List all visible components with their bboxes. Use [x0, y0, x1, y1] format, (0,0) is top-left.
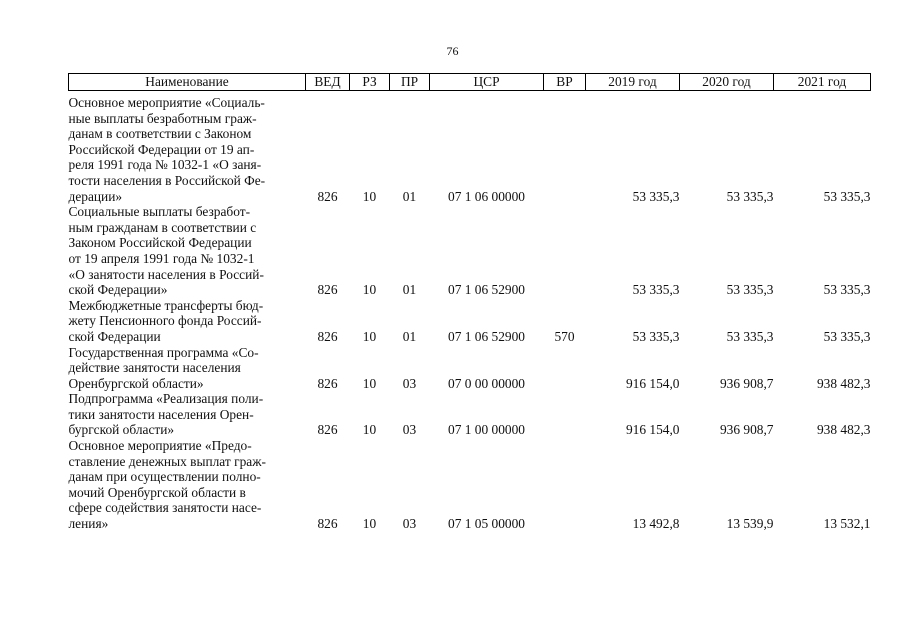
header-pr: ПР [390, 74, 430, 91]
table-row [69, 95, 871, 204]
row-name-line: ным гражданам в соответствии с [68, 219, 257, 235]
row-name-line: ные выплаты безработным граж- [68, 110, 257, 126]
row-pr: 03 [402, 422, 417, 438]
row-pr: 01 [402, 282, 417, 298]
table-body [69, 91, 871, 532]
row-pr: 03 [402, 375, 417, 391]
row-2021: 53 335,3 [823, 328, 871, 344]
row-rz: 10 [362, 328, 377, 344]
row-ved: 826 [317, 188, 338, 204]
row-2020: 936 908,7 [719, 375, 774, 391]
table-row [69, 345, 871, 392]
header-2020: 2020 год [680, 74, 774, 91]
row-2020: 53 335,3 [726, 188, 774, 204]
row-name-line: ской Федерации [68, 328, 161, 344]
row-2021: 13 532,1 [823, 516, 871, 532]
header-row [69, 74, 871, 91]
header-rz: РЗ [350, 74, 390, 91]
row-name-line: Законом Российской Федерации [68, 235, 252, 251]
row-rz: 10 [362, 422, 377, 438]
row-name-line: Оренбургской области» [68, 375, 204, 391]
header-csr: ЦСР [430, 74, 544, 91]
budget-table [68, 73, 871, 532]
row-ved: 826 [317, 375, 338, 391]
row-2019: 53 335,3 [632, 188, 680, 204]
row-2020: 936 908,7 [719, 422, 774, 438]
row-name [69, 438, 306, 532]
row-csr: 07 1 06 52900 [448, 328, 525, 344]
header-vr: ВР [544, 74, 586, 91]
table-row [69, 298, 871, 345]
row-name-line: данам в соответствии с Законом [68, 126, 252, 142]
header-2021: 2021 год [774, 74, 871, 91]
row-vr [544, 95, 586, 204]
row-csr: 07 1 00 00000 [448, 422, 525, 438]
row-name-line: ской Федерации» [68, 282, 168, 298]
row-rz: 10 [362, 188, 377, 204]
page-number: 76 [446, 44, 459, 58]
row-vr [544, 438, 586, 532]
row-rz: 10 [362, 516, 377, 532]
row-2019: 53 335,3 [632, 282, 680, 298]
row-ved: 826 [317, 282, 338, 298]
row-2019: 916 154,0 [625, 375, 680, 391]
row-2019: 13 492,8 [632, 516, 680, 532]
table-row [69, 204, 871, 298]
row-csr: 07 1 06 52900 [448, 282, 525, 298]
row-name-line: Государственная программа «Со- [68, 344, 259, 360]
row-name-line: мочий Оренбургской области в [68, 484, 246, 500]
table-row [69, 391, 871, 438]
row-2021: 53 335,3 [823, 188, 871, 204]
row-name [69, 95, 306, 204]
row-csr: 07 1 06 00000 [448, 188, 525, 204]
row-name-line: дерации» [68, 188, 123, 204]
row-2019: 53 335,3 [632, 328, 680, 344]
row-name [69, 391, 306, 438]
row-name [69, 345, 306, 392]
row-pr: 01 [402, 188, 417, 204]
row-name [69, 204, 306, 298]
row-vr: 570 [554, 328, 575, 344]
row-name [69, 298, 306, 345]
table-row [69, 438, 871, 532]
row-name-line: Социальные выплаты безработ- [68, 204, 251, 220]
row-rz: 10 [362, 375, 377, 391]
row-name-line: сфере содействия занятости насе- [68, 500, 262, 516]
row-csr: 07 1 05 00000 [448, 516, 525, 532]
row-name-line: данам при осуществлении полно- [68, 469, 261, 485]
row-name-line: ставление денежных выплат граж- [68, 453, 266, 469]
row-csr: 07 0 00 00000 [448, 375, 525, 391]
row-2021: 938 482,3 [816, 375, 871, 391]
row-pr: 01 [402, 328, 417, 344]
header-name: Наименование [69, 74, 306, 91]
row-name-line: жету Пенсионного фонда Россий- [68, 313, 262, 329]
row-name-line: от 19 апреля 1991 года № 1032-1 [68, 250, 255, 266]
row-rz: 10 [362, 282, 377, 298]
row-2019: 916 154,0 [625, 422, 680, 438]
row-name-line: тики занятости населения Орен- [68, 406, 254, 422]
row-2021: 53 335,3 [823, 282, 871, 298]
row-name-line: Подпрограмма «Реализация поли- [68, 391, 264, 407]
row-name-line: тости населения в Российской Фе- [68, 172, 266, 188]
row-name-line: Основное мероприятие «Предо- [68, 438, 252, 454]
row-vr [544, 345, 586, 392]
row-name-line: реля 1991 года № 1032-1 «О заня- [68, 157, 262, 173]
row-vr [544, 204, 586, 298]
row-name-line: «О занятости населения в Россий- [68, 266, 264, 282]
row-name-line: Межбюджетные трансферты бюд- [68, 297, 264, 313]
row-ved: 826 [317, 422, 338, 438]
row-2021: 938 482,3 [816, 422, 871, 438]
row-name-line: бургской области» [68, 422, 175, 438]
row-pr: 03 [402, 516, 417, 532]
row-vr [544, 391, 586, 438]
row-name-line: действие занятости населения [68, 360, 241, 376]
row-name-line: ления» [68, 516, 109, 532]
row-ved: 826 [317, 516, 338, 532]
row-name-line: Основное мероприятие «Социаль- [68, 95, 265, 110]
header-ved: ВЕД [306, 74, 350, 91]
row-2020: 53 335,3 [726, 282, 774, 298]
row-name-line: Российской Федерации от 19 ап- [68, 141, 255, 157]
row-ved: 826 [317, 328, 338, 344]
row-2020: 53 335,3 [726, 328, 774, 344]
header-2019: 2019 год [586, 74, 680, 91]
row-2020: 13 539,9 [726, 516, 774, 532]
